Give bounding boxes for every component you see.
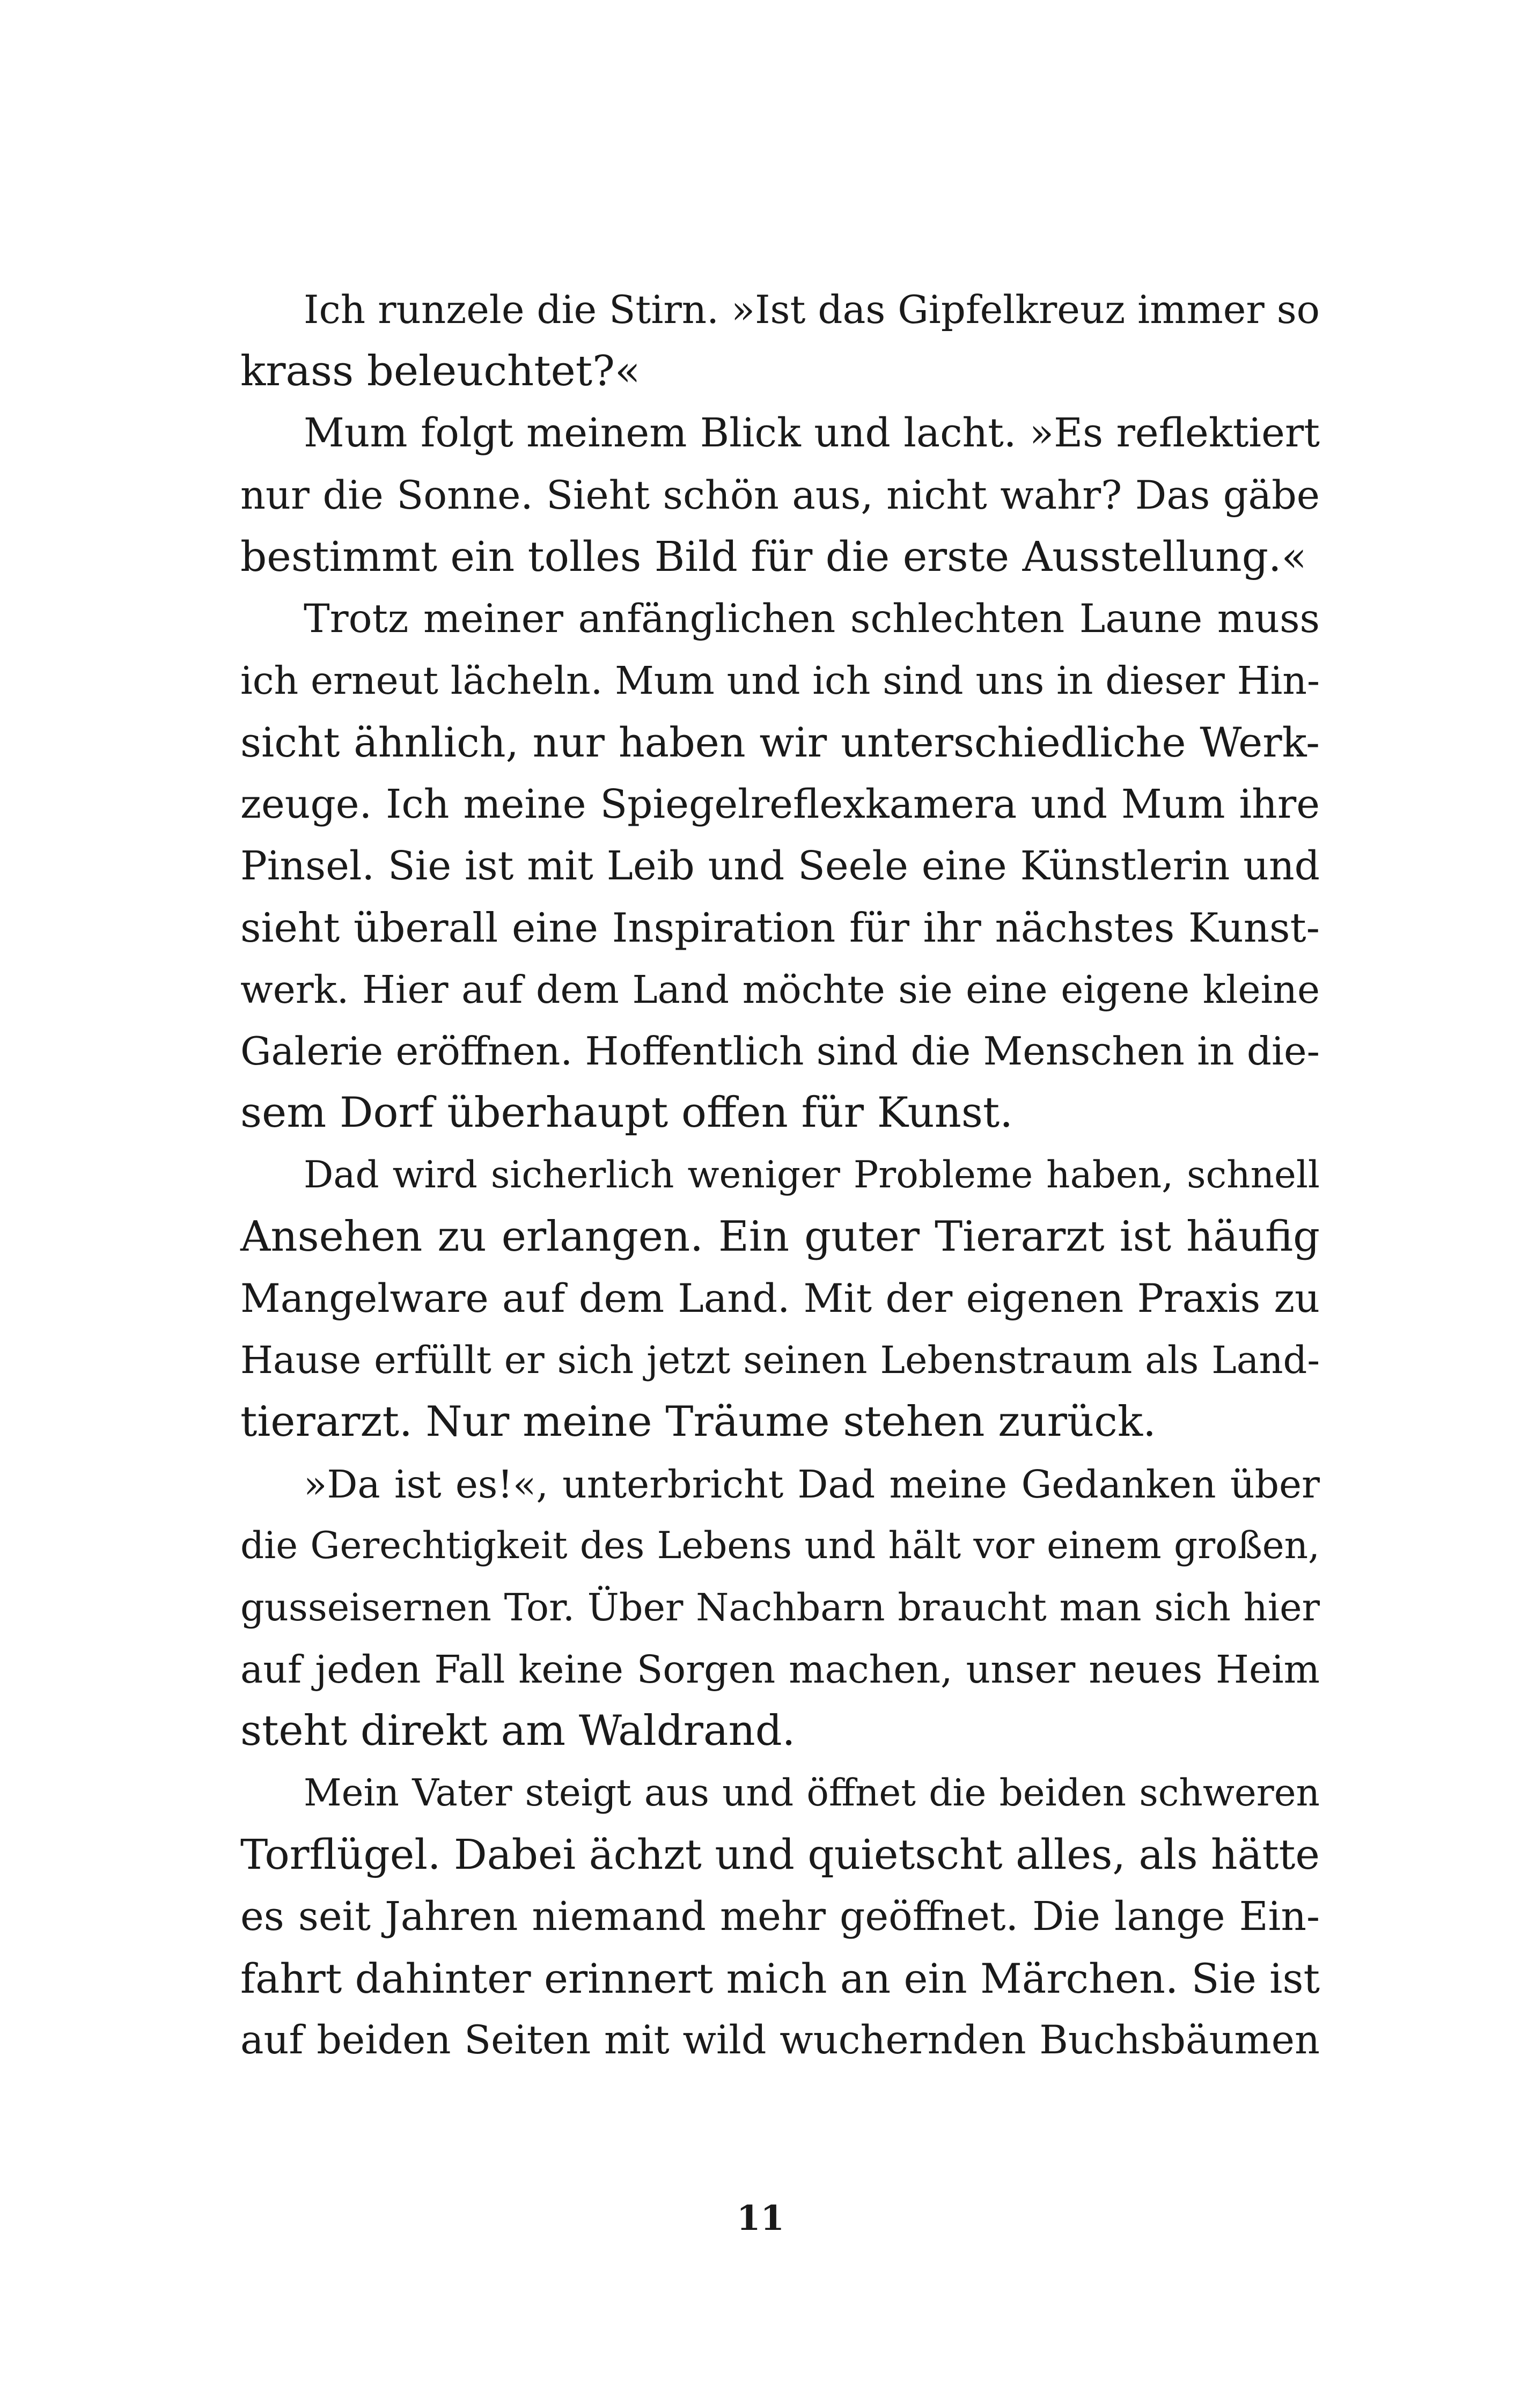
text-line: Mangelware auf dem Land. Mit der eigenen Praxis zu xyxy=(240,1276,1320,1322)
text-line: krass beleuchtet?« xyxy=(240,347,641,396)
text-line: Dad wird sicherlich weniger Probleme haben, schnell xyxy=(304,1153,1320,1196)
body-text xyxy=(240,279,1320,2071)
text-line: Mein Vater steigt aus und öffnet die beiden schweren xyxy=(304,1771,1320,1815)
text-line: sem Dorf überhaupt offen für Kunst. xyxy=(240,1089,1013,1137)
text-line: sicht ähnlich, nur haben wir unterschiedliche Werk- xyxy=(240,718,1320,767)
text-line: Ansehen zu erlangen. Ein guter Tierarzt ist häufig xyxy=(240,1212,1320,1261)
text-line: Pinsel. Sie ist mit Leib und Seele eine Künstlerin und xyxy=(240,842,1320,889)
text-line: Hause erfüllt er sich jetzt seinen Lebenstraum als Land- xyxy=(240,1338,1320,1383)
text-line: bestimmt ein tolles Bild für die erste Ausstellung.« xyxy=(240,533,1307,581)
text-line: sieht überall eine Inspiration für ihr nächstes Kunst- xyxy=(240,904,1320,951)
text-line: auf jeden Fall keine Sorgen machen, unser neues Heim xyxy=(240,1647,1320,1692)
text-line: es seit Jahren niemand mehr geöffnet. Die lange Ein- xyxy=(240,1893,1320,1940)
text-line: ich erneut lächeln. Mum und ich sind uns in dieser Hin- xyxy=(240,658,1320,703)
text-line: fahrt dahinter erinnert mich an ein Märchen. Sie ist xyxy=(240,1955,1320,2003)
text-line: »Da ist es!«, unterbricht Dad meine Gedanken über xyxy=(304,1462,1320,1507)
text-line: Ich runzele die Stirn. »Ist das Gipfelkreuz immer so xyxy=(304,287,1320,332)
text-line: steht direkt am Waldrand. xyxy=(240,1707,796,1756)
text-line: tierarzt. Nur meine Träume stehen zurück. xyxy=(240,1398,1156,1447)
text-line: Torflügel. Dabei ächzt und quietscht alles, als hätte xyxy=(240,1831,1320,1879)
text-line: die Gerechtigkeit des Lebens und hält vor einem großen, xyxy=(240,1524,1320,1567)
text-line: nur die Sonne. Sieht schön aus, nicht wahr? Das gäbe xyxy=(240,472,1320,518)
text-line: auf beiden Seiten mit wild wuchernden Buchsbäumen xyxy=(240,2017,1320,2064)
text-line: Galerie eröffnen. Hoffentlich sind die Menschen in die- xyxy=(240,1029,1320,1074)
text-line: werk. Hier auf dem Land möchte sie eine eigene kleine xyxy=(240,967,1320,1012)
text-line: Mum folgt meinem Blick und lacht. »Es reflektiert xyxy=(304,410,1320,457)
page-number: 11 xyxy=(736,2198,785,2238)
text-line: gusseisernen Tor. Über Nachbarn braucht man sich hier xyxy=(240,1585,1320,1629)
text-line: Trotz meiner anfänglichen schlechten Laune muss xyxy=(304,596,1320,642)
text-line: zeuge. Ich meine Spiegelreflexkamera und Mum ihre xyxy=(240,781,1320,827)
